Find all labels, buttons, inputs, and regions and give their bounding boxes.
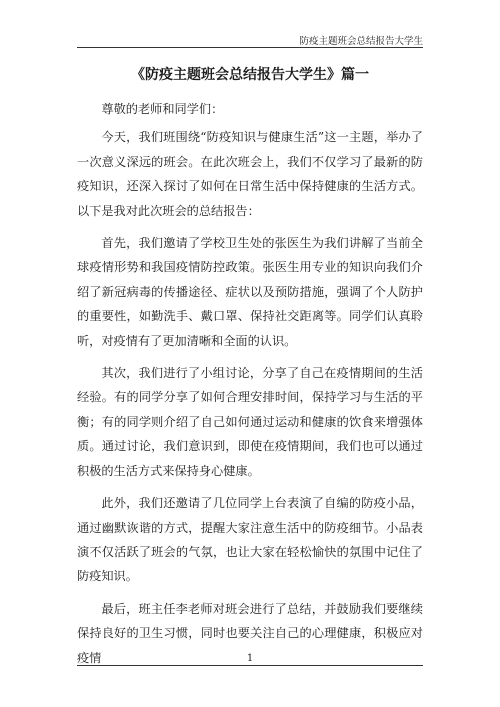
document-title: 《防疫主题班会总结报告大学生》篇一 bbox=[131, 67, 369, 83]
paragraph-1: 今天，我们班围绕“防疫知识与健康生活”这一主题，举办了一次意义深远的班会。在此次班会上，我们不仅学习了最新的防疫知识，还深入探讨了如何在日常生活中保持健康的生活方式。以下是我对此次班会的总结报告： bbox=[77, 130, 423, 218]
paragraph-4: 此外，我们还邀请了几位同学上台表演了自编的防疫小品，通过幽默诙谐的方式，提醒大家注意生活中的防疫细节。小品表演不仅活跃了班会的气氛，也让大家在轻松愉快的氛围中记住了防疫知识。 bbox=[77, 496, 423, 584]
paragraph-3: 其次，我们进行了小组讨论，分享了自己在疫情期间的生活经验。有的同学分享了如何合理安排时间，保持学习与生活的平衡；有的同学则介绍了自己如何通过运动和健康的饮食来增强体质。通过讨论，我们意识到，即使在疫情期间，我们也可以通过积极的生活方式来保持身心健康。 bbox=[77, 366, 423, 478]
paragraph-2: 首先，我们邀请了学校卫生处的张医生为我们讲解了当前全球疫情形势和我国疫情防控政策。张医生用专业的知识向我们介绍了新冠病毒的传播途径、症状以及预防措施，强调了个人防护的重要性，如勤洗手、戴口罩、保持社交距离等。同学们认真聆听，对疫情有了更加清晰和全面的认识。 bbox=[77, 236, 423, 348]
running-header: 防疫主题班会总结报告大学生 bbox=[299, 36, 423, 47]
document-body bbox=[77, 97, 423, 678]
greeting: 尊敬的老师和同学们： bbox=[101, 102, 224, 116]
header-divider bbox=[77, 47, 423, 48]
page-number: 1 bbox=[246, 653, 254, 664]
paragraph-5: 最后，班主任李老师对班会进行了总结，并鼓励我们要继续保持良好的卫生习惯，同时也要关注自己的心理健康，积极应对疫情 bbox=[77, 601, 423, 665]
footer-divider bbox=[77, 665, 423, 666]
